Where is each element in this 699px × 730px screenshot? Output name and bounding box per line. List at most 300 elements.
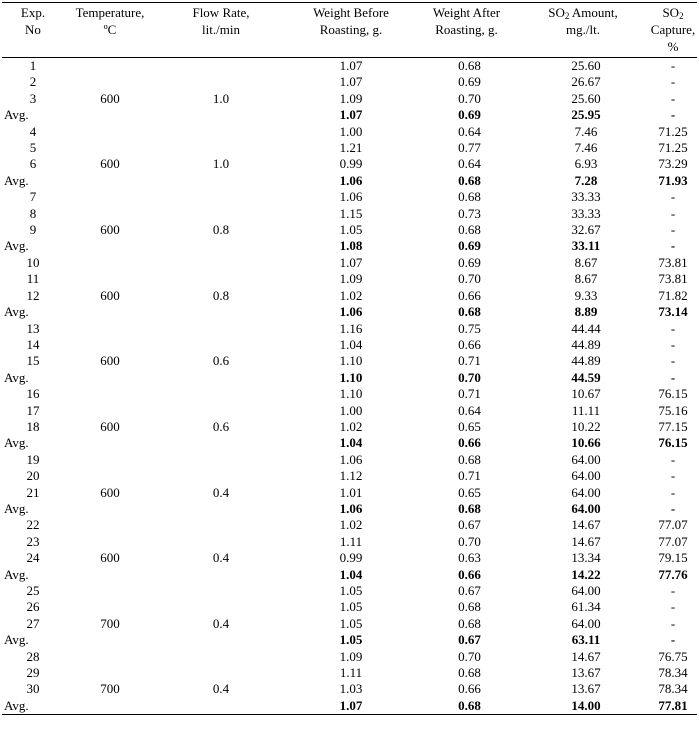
cell-weight-before: 1.12 <box>339 468 363 484</box>
cell-temperature <box>64 107 156 123</box>
cell-exp-no: 20 <box>26 468 40 484</box>
cell-so2-amount: 25.60 <box>571 90 601 106</box>
cell-flow-rate <box>156 468 286 484</box>
table-row <box>2 534 697 550</box>
cell-weight-before: 1.03 <box>339 681 363 697</box>
cell-temperature <box>64 74 156 90</box>
cell-so2-capture: - <box>670 238 676 254</box>
header-weight-before: Weight Before Roasting, g. <box>313 5 389 37</box>
cell-weight-after: 0.68 <box>458 697 481 713</box>
cell-so2-capture: - <box>670 336 676 352</box>
cell-temperature <box>64 534 156 550</box>
cell-so2-amount: 25.95 <box>571 107 601 123</box>
average-row <box>2 435 697 451</box>
cell-weight-before: 1.07 <box>339 697 363 713</box>
cell-so2-amount: 8.67 <box>574 271 598 287</box>
average-row <box>2 632 697 648</box>
cell-so2-amount: 14.22 <box>571 566 601 582</box>
cell-flow-rate <box>156 173 286 189</box>
cell-so2-capture: 73.29 <box>658 156 688 172</box>
cell-flow-rate <box>156 337 286 353</box>
cell-exp-no: 5 <box>29 140 37 156</box>
cell-flow-rate <box>156 74 286 90</box>
cell-weight-after: 0.66 <box>458 287 481 303</box>
cell-exp-no: 23 <box>26 533 40 549</box>
cell-temperature <box>64 599 156 615</box>
cell-flow-rate <box>156 58 286 75</box>
cell-so2-capture: - <box>670 320 676 336</box>
cell-weight-after: 0.68 <box>458 58 481 73</box>
table-row <box>2 156 697 172</box>
cell-temperature <box>64 255 156 271</box>
cell-so2-capture: 76.15 <box>658 386 688 402</box>
cell-flow-rate <box>156 140 286 156</box>
cell-so2-capture: 77.15 <box>658 418 688 434</box>
cell-exp-no: 29 <box>26 665 40 681</box>
cell-so2-capture: - <box>670 500 676 516</box>
cell-exp-no: 26 <box>26 599 40 615</box>
cell-weight-before: 1.10 <box>339 369 363 385</box>
cell-weight-before: 1.05 <box>339 632 363 648</box>
cell-so2-capture: - <box>670 632 676 648</box>
cell-so2-amount: 44.59 <box>571 369 601 385</box>
cell-flow-rate <box>156 124 286 140</box>
cell-so2-amount: 64.00 <box>571 500 601 516</box>
table-row <box>2 91 697 107</box>
cell-flow-rate <box>156 452 286 468</box>
cell-so2-amount: 8.89 <box>574 304 598 320</box>
cell-weight-after: 0.68 <box>458 304 481 320</box>
cell-weight-before: 1.02 <box>339 517 363 533</box>
cell-weight-after: 0.68 <box>458 665 481 681</box>
cell-temperature <box>64 206 156 222</box>
cell-so2-amount: 64.00 <box>571 583 601 598</box>
cell-weight-after: 0.68 <box>458 599 481 615</box>
cell-so2-amount: 11.11 <box>571 402 601 418</box>
cell-exp-no: 8 <box>29 205 37 221</box>
cell-so2-capture: 75.16 <box>658 402 688 418</box>
cell-flow-rate: 0.4 <box>212 681 230 697</box>
cell-so2-capture: - <box>670 451 676 467</box>
cell-weight-after: 0.69 <box>458 238 481 254</box>
cell-so2-amount: 44.44 <box>571 320 601 336</box>
cell-temperature <box>64 271 156 287</box>
cell-weight-after: 0.64 <box>458 402 481 418</box>
cell-exp-no: Avg. <box>4 238 29 254</box>
cell-so2-capture: - <box>670 583 676 598</box>
cell-weight-before: 1.10 <box>339 353 363 369</box>
cell-so2-capture: - <box>670 205 676 221</box>
cell-exp-no: 21 <box>26 484 40 500</box>
cell-exp-no: 19 <box>26 451 40 467</box>
roasting-results-table <box>2 2 697 715</box>
cell-flow-rate: 1.0 <box>212 156 230 172</box>
cell-so2-amount: 64.00 <box>571 468 601 484</box>
cell-so2-capture: 77.76 <box>658 566 688 582</box>
cell-weight-after: 0.68 <box>458 500 481 516</box>
cell-flow-rate <box>156 403 286 419</box>
cell-weight-before: 1.02 <box>339 418 363 434</box>
cell-weight-after: 0.67 <box>458 632 481 648</box>
table-row <box>2 353 697 369</box>
cell-weight-before: 1.07 <box>339 107 363 123</box>
table-row <box>2 222 697 238</box>
table-row <box>2 74 697 90</box>
cell-exp-no: 3 <box>29 90 37 106</box>
cell-weight-before: 1.08 <box>339 238 363 254</box>
cell-weight-before: 1.21 <box>339 140 363 156</box>
cell-weight-after: 0.71 <box>458 386 481 402</box>
average-row <box>2 304 697 320</box>
cell-so2-amount: 10.66 <box>571 435 601 451</box>
table-row <box>2 419 697 435</box>
cell-temperature <box>64 238 156 254</box>
header-exp-no: Exp. No <box>20 5 46 37</box>
table-row <box>2 599 697 615</box>
table-row <box>2 452 697 468</box>
cell-exp-no: 24 <box>26 550 40 566</box>
cell-so2-capture: - <box>670 353 676 369</box>
cell-so2-amount: 64.00 <box>571 484 601 500</box>
cell-weight-before: 1.00 <box>339 402 363 418</box>
cell-weight-before: 1.04 <box>339 336 363 352</box>
cell-so2-amount: 25.60 <box>571 58 601 73</box>
cell-so2-capture: 73.81 <box>658 271 688 287</box>
cell-weight-after: 0.71 <box>458 468 481 484</box>
cell-so2-amount: 6.93 <box>574 156 598 172</box>
table-header <box>2 3 697 58</box>
cell-so2-capture: - <box>670 615 676 631</box>
cell-temperature <box>64 435 156 451</box>
cell-weight-before: 0.99 <box>339 156 363 172</box>
cell-so2-capture: - <box>670 369 676 385</box>
cell-weight-after: 0.64 <box>458 156 481 172</box>
cell-weight-before: 1.00 <box>339 123 363 139</box>
cell-so2-amount: 9.33 <box>574 287 598 303</box>
cell-flow-rate <box>156 321 286 337</box>
cell-weight-before: 1.05 <box>339 583 363 598</box>
table-row <box>2 517 697 533</box>
table-row <box>2 583 697 599</box>
cell-so2-amount: 14.67 <box>571 533 601 549</box>
table-row <box>2 386 697 402</box>
table-row <box>2 468 697 484</box>
cell-flow-rate <box>156 698 286 715</box>
cell-weight-before: 1.07 <box>339 254 363 270</box>
table-row <box>2 485 697 501</box>
cell-temperature: 600 <box>100 484 120 500</box>
cell-exp-no: 30 <box>26 681 40 697</box>
cell-weight-after: 0.69 <box>458 254 481 270</box>
cell-temperature <box>64 567 156 583</box>
cell-weight-before: 1.11 <box>339 533 363 549</box>
cell-so2-capture: 79.15 <box>658 550 688 566</box>
table-row <box>2 140 697 156</box>
cell-temperature: 600 <box>100 418 120 434</box>
cell-so2-amount: 14.00 <box>571 697 601 713</box>
cell-flow-rate <box>156 517 286 533</box>
header-temperature: Temperature, ºC <box>75 5 145 37</box>
cell-weight-after: 0.77 <box>458 140 481 156</box>
cell-so2-amount: 33.33 <box>571 205 601 221</box>
cell-exp-no: Avg. <box>4 435 29 451</box>
cell-exp-no: 14 <box>26 336 40 352</box>
cell-temperature <box>64 337 156 353</box>
cell-exp-no: 1 <box>29 58 37 73</box>
average-row <box>2 501 697 517</box>
cell-temperature: 600 <box>100 222 120 238</box>
cell-flow-rate <box>156 649 286 665</box>
table-row <box>2 321 697 337</box>
cell-flow-rate <box>156 189 286 205</box>
cell-so2-capture: 77.07 <box>658 517 688 533</box>
cell-exp-no: 18 <box>26 418 40 434</box>
cell-exp-no: 27 <box>26 615 40 631</box>
cell-weight-before: 1.15 <box>339 205 363 221</box>
average-row <box>2 107 697 123</box>
table-body <box>2 58 697 715</box>
cell-so2-capture: 76.75 <box>658 648 688 664</box>
cell-weight-before: 1.05 <box>339 615 363 631</box>
table-row <box>2 206 697 222</box>
cell-weight-after: 0.67 <box>458 517 481 533</box>
cell-flow-rate: 0.4 <box>212 484 230 500</box>
cell-exp-no: 4 <box>29 123 37 139</box>
cell-so2-capture: - <box>670 58 676 73</box>
cell-weight-before: 1.09 <box>339 648 363 664</box>
cell-exp-no: 7 <box>29 189 37 205</box>
cell-so2-capture: 77.07 <box>658 533 688 549</box>
cell-temperature: 600 <box>100 550 120 566</box>
cell-flow-rate <box>156 271 286 287</box>
cell-weight-before: 1.06 <box>339 451 363 467</box>
cell-temperature <box>64 124 156 140</box>
cell-weight-after: 0.66 <box>458 336 481 352</box>
cell-so2-amount: 32.67 <box>571 222 601 238</box>
cell-flow-rate <box>156 599 286 615</box>
cell-flow-rate <box>156 386 286 402</box>
cell-flow-rate <box>156 665 286 681</box>
header-so2-capture: $SO_2$ Capture, % <box>650 5 696 54</box>
cell-temperature <box>64 468 156 484</box>
cell-exp-no: 6 <box>29 156 37 172</box>
cell-weight-after: 0.63 <box>458 550 481 566</box>
cell-flow-rate <box>156 255 286 271</box>
cell-so2-capture: 73.14 <box>658 304 688 320</box>
header-flow-rate: Flow Rate, lit./min <box>192 5 250 37</box>
cell-so2-capture: 71.25 <box>658 140 688 156</box>
cell-weight-before: 0.99 <box>339 550 363 566</box>
cell-exp-no: Avg. <box>4 304 29 320</box>
cell-so2-amount: 61.34 <box>571 599 601 615</box>
cell-so2-amount: 14.67 <box>571 517 601 533</box>
cell-so2-amount: 44.89 <box>571 336 601 352</box>
cell-temperature <box>64 370 156 386</box>
cell-weight-after: 0.68 <box>458 615 481 631</box>
cell-weight-before: 1.06 <box>339 304 363 320</box>
table-row <box>2 288 697 304</box>
cell-weight-before: 1.11 <box>339 665 363 681</box>
cell-exp-no: Avg. <box>4 107 29 123</box>
cell-flow-rate <box>156 304 286 320</box>
cell-so2-amount: 14.67 <box>571 648 601 664</box>
cell-temperature <box>64 403 156 419</box>
cell-flow-rate <box>156 238 286 254</box>
cell-weight-before: 1.07 <box>339 58 363 73</box>
cell-weight-after: 0.70 <box>458 648 481 664</box>
cell-exp-no: Avg. <box>4 632 29 648</box>
cell-weight-before: 1.02 <box>339 287 363 303</box>
cell-flow-rate: 0.4 <box>212 550 230 566</box>
cell-weight-after: 0.68 <box>458 172 481 188</box>
cell-weight-after: 0.70 <box>458 90 481 106</box>
cell-flow-rate <box>156 632 286 648</box>
cell-so2-amount: 13.67 <box>571 665 601 681</box>
cell-weight-after: 0.68 <box>458 451 481 467</box>
cell-weight-after: 0.66 <box>458 566 481 582</box>
header-weight-after: Weight After Roasting, g. <box>432 5 501 37</box>
cell-weight-after: 0.70 <box>458 533 481 549</box>
cell-weight-before: 1.05 <box>339 599 363 615</box>
cell-flow-rate: 0.6 <box>212 353 230 369</box>
table-row <box>2 550 697 566</box>
table-row <box>2 337 697 353</box>
cell-so2-capture: 77.81 <box>658 697 688 713</box>
cell-so2-capture: - <box>670 484 676 500</box>
cell-so2-amount: 7.46 <box>574 123 598 139</box>
cell-flow-rate <box>156 206 286 222</box>
average-row <box>2 238 697 254</box>
table-row <box>2 189 697 205</box>
cell-so2-amount: 63.11 <box>571 632 601 648</box>
cell-so2-amount: 13.34 <box>571 550 601 566</box>
cell-weight-after: 0.75 <box>458 320 481 336</box>
cell-exp-no: 17 <box>26 402 40 418</box>
cell-weight-before: 1.06 <box>339 500 363 516</box>
cell-weight-after: 0.69 <box>458 74 481 90</box>
average-row <box>2 370 697 386</box>
cell-exp-no: 25 <box>26 583 40 598</box>
cell-weight-after: 0.67 <box>458 583 481 598</box>
cell-temperature: 600 <box>100 156 120 172</box>
cell-weight-after: 0.68 <box>458 189 481 205</box>
cell-temperature: 600 <box>100 353 120 369</box>
average-row <box>2 173 697 189</box>
cell-so2-amount: 26.67 <box>571 74 601 90</box>
cell-exp-no: 12 <box>26 287 40 303</box>
table-row <box>2 124 697 140</box>
cell-so2-amount: 8.67 <box>574 254 598 270</box>
cell-weight-after: 0.71 <box>458 353 481 369</box>
cell-so2-capture: 73.81 <box>658 254 688 270</box>
cell-so2-amount: 44.89 <box>571 353 601 369</box>
cell-so2-amount: 33.11 <box>571 238 601 254</box>
cell-weight-after: 0.66 <box>458 681 481 697</box>
cell-weight-after: 0.64 <box>458 123 481 139</box>
cell-so2-capture: 78.34 <box>658 681 688 697</box>
cell-temperature <box>64 501 156 517</box>
cell-flow-rate: 0.6 <box>212 418 230 434</box>
cell-so2-capture: - <box>670 107 676 123</box>
cell-so2-capture: 76.15 <box>658 435 688 451</box>
cell-temperature <box>64 58 156 75</box>
cell-weight-after: 0.70 <box>458 271 481 287</box>
cell-temperature <box>64 173 156 189</box>
cell-temperature: 600 <box>100 90 120 106</box>
cell-temperature <box>64 304 156 320</box>
cell-temperature <box>64 583 156 599</box>
header-so2-amount: $SO_2$ Amount, mg./lt. <box>548 5 618 37</box>
table-row <box>2 616 697 632</box>
cell-so2-capture: - <box>670 468 676 484</box>
cell-exp-no: Avg. <box>4 697 29 713</box>
table-row <box>2 403 697 419</box>
cell-weight-before: 1.09 <box>339 90 363 106</box>
cell-exp-no: Avg. <box>4 500 29 516</box>
cell-flow-rate <box>156 534 286 550</box>
cell-exp-no: 11 <box>26 271 40 287</box>
cell-temperature <box>64 517 156 533</box>
cell-weight-after: 0.68 <box>458 222 481 238</box>
cell-exp-no: Avg. <box>4 566 29 582</box>
cell-so2-amount: 64.00 <box>571 615 601 631</box>
cell-weight-before: 1.07 <box>339 74 363 90</box>
cell-weight-before: 1.01 <box>339 484 363 500</box>
cell-exp-no: 9 <box>29 222 37 238</box>
cell-weight-after: 0.65 <box>458 484 481 500</box>
cell-so2-amount: 7.28 <box>574 172 598 188</box>
table-row <box>2 649 697 665</box>
cell-temperature <box>64 321 156 337</box>
cell-flow-rate: 0.4 <box>212 615 230 631</box>
cell-weight-before: 1.06 <box>339 172 363 188</box>
cell-weight-before: 1.09 <box>339 271 363 287</box>
cell-exp-no: Avg. <box>4 369 29 385</box>
cell-temperature <box>64 665 156 681</box>
cell-weight-after: 0.73 <box>458 205 481 221</box>
cell-so2-amount: 10.22 <box>571 418 601 434</box>
cell-weight-after: 0.66 <box>458 435 481 451</box>
cell-exp-no: Avg. <box>4 172 29 188</box>
cell-flow-rate <box>156 583 286 599</box>
cell-weight-before: 1.04 <box>339 435 363 451</box>
cell-so2-capture: - <box>670 74 676 90</box>
cell-so2-capture: - <box>670 189 676 205</box>
cell-so2-amount: 13.67 <box>571 681 601 697</box>
cell-temperature <box>64 189 156 205</box>
cell-flow-rate: 0.8 <box>212 287 230 303</box>
cell-weight-before: 1.04 <box>339 566 363 582</box>
cell-weight-after: 0.69 <box>458 107 481 123</box>
cell-weight-before: 1.06 <box>339 189 363 205</box>
cell-so2-amount: 10.67 <box>571 386 601 402</box>
cell-exp-no: 13 <box>26 320 40 336</box>
table-row <box>2 681 697 697</box>
cell-weight-before: 1.16 <box>339 320 363 336</box>
cell-exp-no: 16 <box>26 386 40 402</box>
cell-temperature <box>64 140 156 156</box>
cell-exp-no: 10 <box>26 254 40 270</box>
cell-so2-capture: - <box>670 222 676 238</box>
cell-so2-amount: 33.33 <box>571 189 601 205</box>
average-row <box>2 698 697 715</box>
table-row <box>2 665 697 681</box>
cell-weight-after: 0.65 <box>458 418 481 434</box>
cell-so2-amount: 64.00 <box>571 451 601 467</box>
cell-so2-capture: 71.82 <box>658 287 688 303</box>
cell-flow-rate <box>156 567 286 583</box>
cell-exp-no: 15 <box>26 353 40 369</box>
